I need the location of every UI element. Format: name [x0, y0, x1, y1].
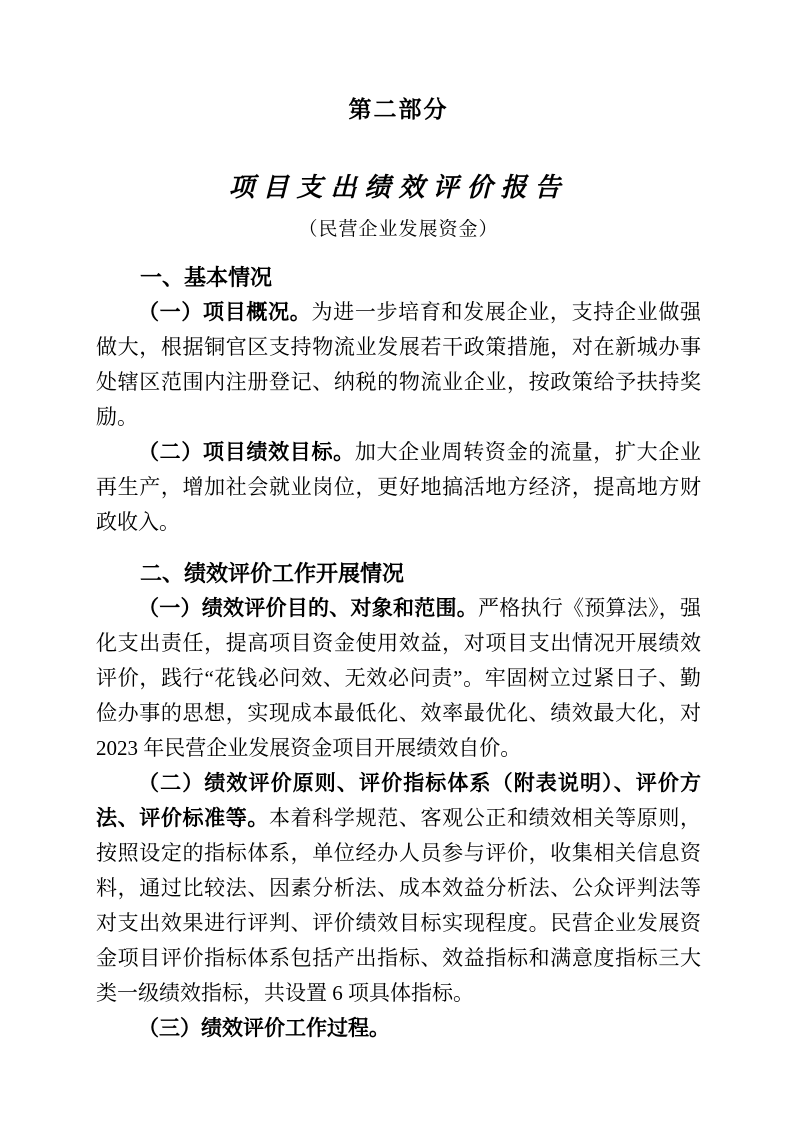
paragraph-body: 加大企业周转资金的流量，扩大企业再生产，增加社会就业岗位，更好地搞活地方经济，提高地方财政收入。: [96, 440, 702, 534]
paragraph-evaluation-purpose: [96, 591, 701, 766]
paragraph-body: 严格执行《预算法》，强化支出责任，提高项目资金使用效益，对项目支出情况开展绩效评价，践行“花钱必问效、无效必问责”。牢固树立过紧日子、勤俭办事的思想，实现成本最低化、效率最优化、绩效最大化，对 2023 年民营企业发展资金项目开展绩效自价。: [96, 596, 701, 760]
paragraph-evaluation-principles: [96, 766, 701, 1011]
paragraph-lead: （一）绩效评价目的、对象和范围。: [138, 596, 478, 620]
paragraph-lead: （二）绩效评价原则、评价指标体系（附表说明）、评价方法、评价标准等。: [96, 771, 701, 830]
paragraph-lead: （二）项目绩效目标。: [138, 440, 355, 464]
paragraph-project-overview: [96, 295, 701, 435]
section-heading-basic-info: 一、基本情况: [140, 265, 273, 290]
paragraph-body: 本着科学规范、客观公正和绩效相关等原则，按照设定的指标体系，单位经办人员参与评价，收集相关信息资料，通过比较法、因素分析法、成本效益分析法、公众评判法等对支出效果进行评判、评价绩效目标实现程度。民营企业发展资金项目评价指标体系包括产出指标、效益指标和满意度指标三大类一级绩效指标，共设置 6 项具体指标。: [96, 806, 702, 1005]
part-heading: 第二部分: [348, 96, 449, 122]
report-subtitle: （民营企业发展资金）: [298, 219, 499, 240]
paragraph-lead: （三）绩效评价工作过程。: [138, 1016, 390, 1040]
section-heading-evaluation-work: 二、绩效评价工作开展情况: [140, 561, 405, 586]
paragraph-performance-goals: [96, 435, 701, 540]
paragraph-evaluation-process: [96, 1011, 701, 1046]
paragraph-body: 为进一步培育和发展企业，支持企业做强做大，根据铜官区支持物流业发展若干政策措施，对在新城办事处辖区范围内注册登记、纳税的物流业企业，按政策给予扶持奖励。: [96, 300, 702, 429]
paragraph-lead: （一）项目概况。: [138, 300, 312, 324]
report-title: 项目支出绩效评价报告: [228, 173, 569, 202]
